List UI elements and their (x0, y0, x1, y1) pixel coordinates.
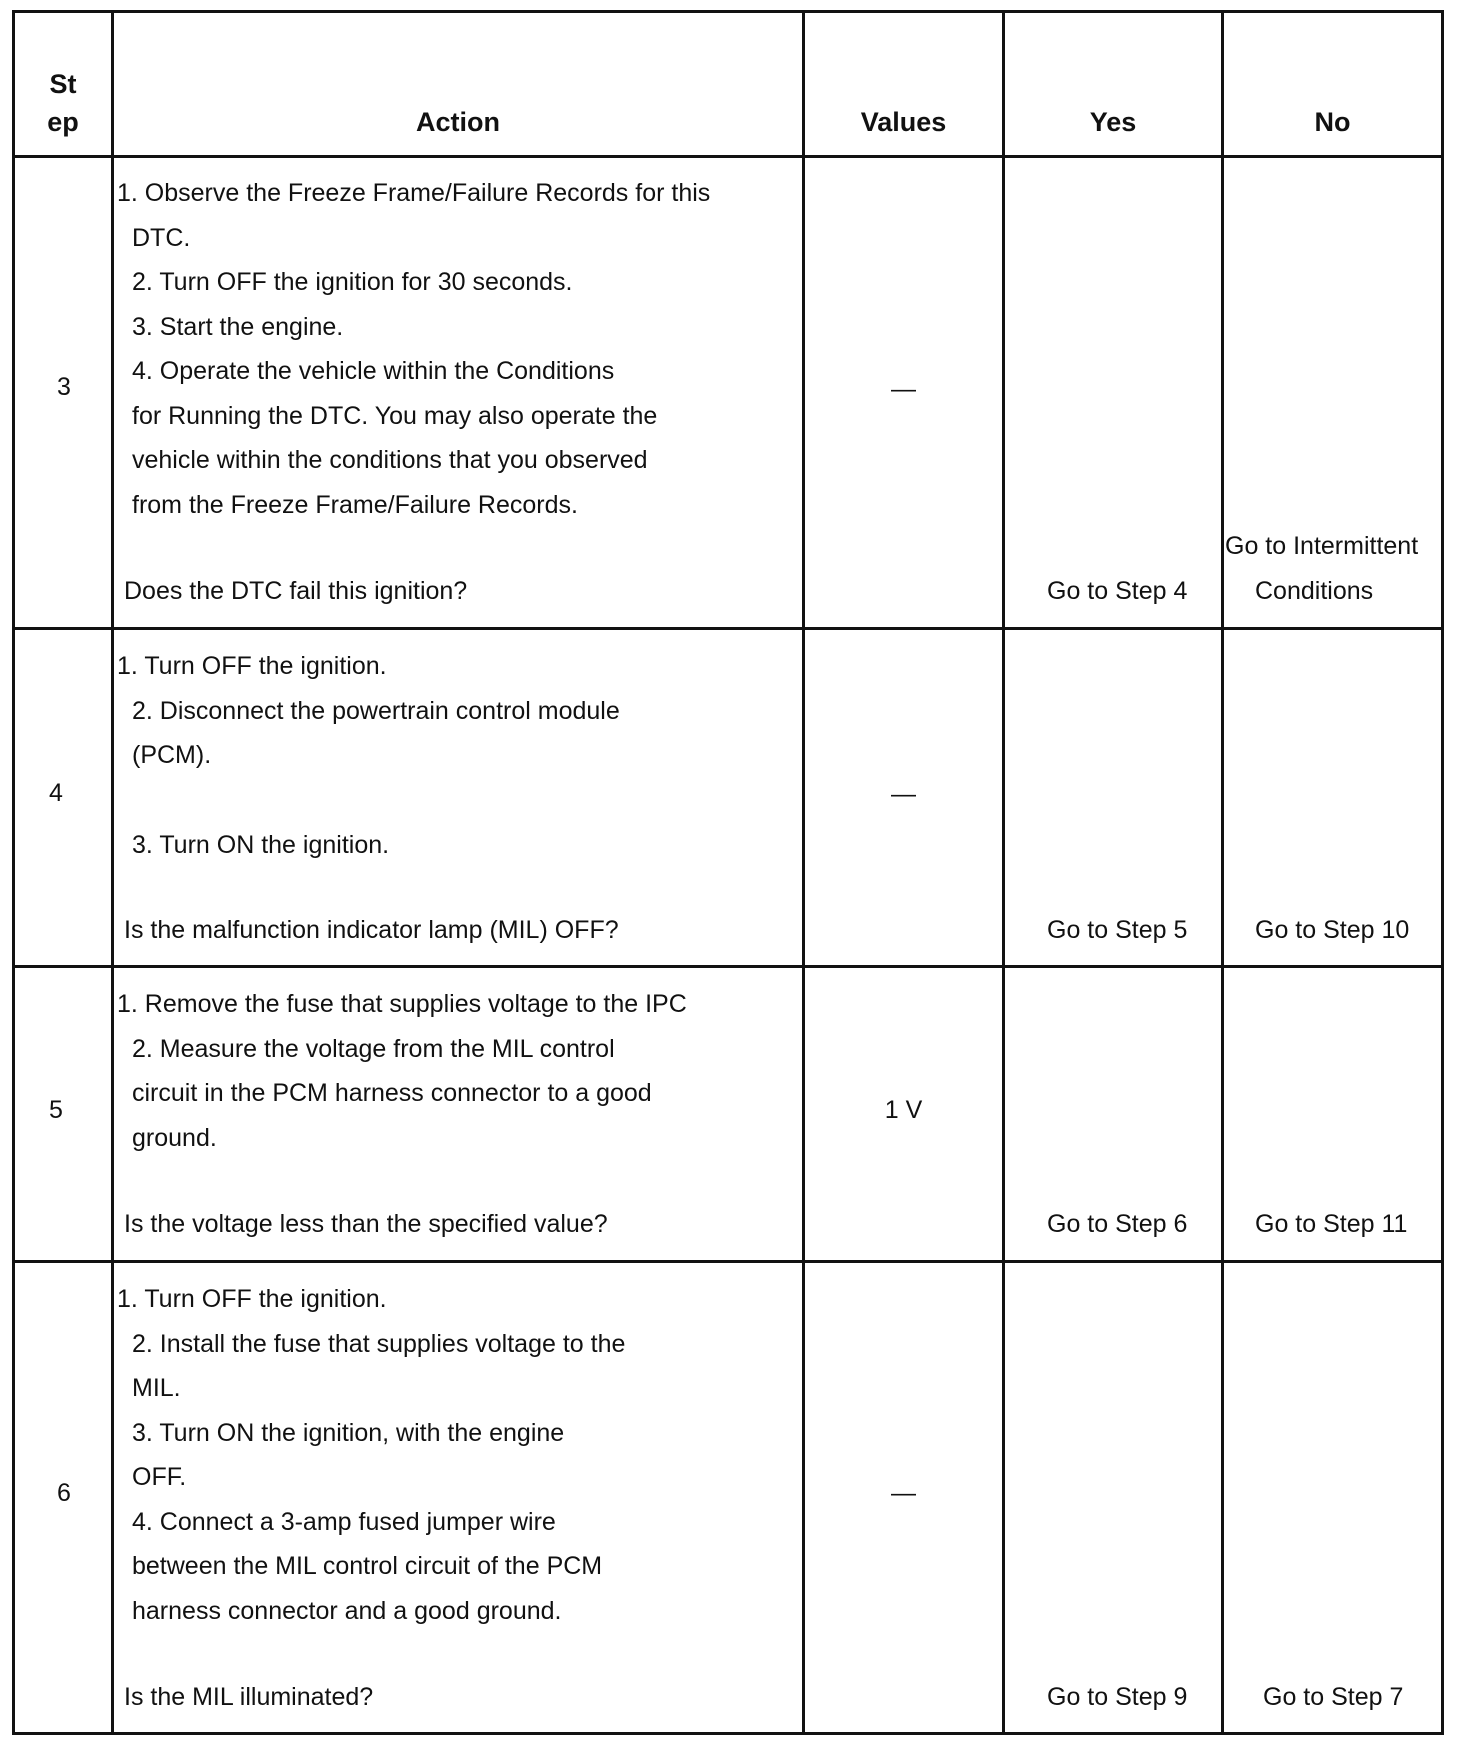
step-number: 5 (49, 1096, 63, 1124)
action-line: 1. Turn OFF the ignition. (117, 1285, 387, 1313)
header-step-line1: St (49, 69, 77, 99)
action-line: 4. Connect a 3-amp fused jumper wire (132, 1508, 556, 1536)
action-question: Is the voltage less than the specified value? (124, 1210, 608, 1238)
table-border-top (12, 10, 1444, 13)
step-number: 4 (49, 779, 63, 807)
header-action: Action (416, 107, 500, 137)
no-cell-line1: Go to Intermittent (1225, 532, 1419, 560)
action-line: circuit in the PCM harness connector to a good (132, 1079, 652, 1107)
action-line: 1. Turn OFF the ignition. (117, 652, 387, 680)
action-line: 2. Measure the voltage from the MIL control (132, 1035, 615, 1063)
action-question: Is the malfunction indicator lamp (MIL) OFF? (124, 916, 619, 944)
action-line: 2. Turn OFF the ignition for 30 seconds. (132, 268, 573, 296)
action-line: OFF. (132, 1463, 187, 1491)
action-line: 1. Observe the Freeze Frame/Failure Records for this (117, 179, 711, 207)
value-cell: — (891, 780, 916, 808)
table-border-bottom (12, 1732, 1444, 1735)
row-divider (12, 965, 1444, 968)
column-divider (1221, 10, 1224, 1735)
yes-cell: Go to Step 6 (1047, 1210, 1188, 1238)
table-border-left (12, 10, 15, 1735)
action-line: 3. Turn ON the ignition. (132, 831, 390, 859)
no-cell: Go to Step 11 (1255, 1210, 1408, 1238)
column-divider (1002, 10, 1005, 1735)
action-line: 2. Install the fuse that supplies voltage to the (132, 1330, 626, 1358)
action-line: 4. Operate the vehicle within the Conditions (132, 357, 615, 385)
action-question: Does the DTC fail this ignition? (124, 577, 468, 605)
action-line: 2. Disconnect the powertrain control module (132, 697, 620, 725)
action-line: 1. Remove the fuse that supplies voltage to the IPC (117, 990, 687, 1018)
action-line: harness connector and a good ground. (132, 1597, 562, 1625)
header-values: Values (860, 107, 947, 137)
action-line: DTC. (132, 224, 191, 252)
yes-cell: Go to Step 5 (1047, 916, 1188, 944)
table-border-right (1441, 10, 1444, 1735)
action-line: 3. Turn ON the ignition, with the engine (132, 1419, 565, 1447)
action-line: ground. (132, 1124, 217, 1152)
column-divider (111, 10, 114, 1735)
yes-cell: Go to Step 4 (1047, 577, 1188, 605)
no-cell-line2: Conditions (1255, 577, 1374, 605)
header-step-line2: ep (47, 107, 79, 137)
diagnostic-table (12, 10, 1444, 1735)
header-yes: Yes (1089, 107, 1137, 137)
action-question: Is the MIL illuminated? (124, 1683, 374, 1711)
value-cell: — (891, 375, 916, 403)
action-line: MIL. (132, 1374, 181, 1402)
action-line: (PCM). (132, 741, 212, 769)
no-cell: Go to Step 10 (1255, 916, 1410, 944)
header-no: No (1314, 107, 1351, 137)
header-divider (12, 155, 1444, 158)
action-line: vehicle within the conditions that you observed (132, 446, 648, 474)
action-line: between the MIL control circuit of the PCM (132, 1552, 603, 1580)
header-step (15, 65, 111, 141)
value-cell: 1 V (884, 1096, 923, 1124)
action-line: for Running the DTC. You may also operate the (132, 402, 658, 430)
action-line: from the Freeze Frame/Failure Records. (132, 491, 578, 519)
step-number: 3 (57, 373, 71, 401)
row-divider (12, 627, 1444, 630)
no-cell: Go to Step 7 (1263, 1683, 1404, 1711)
value-cell: — (891, 1479, 916, 1507)
row-divider (12, 1260, 1444, 1263)
yes-cell: Go to Step 9 (1047, 1683, 1188, 1711)
column-divider (802, 10, 805, 1735)
action-line: 3. Start the engine. (132, 313, 344, 341)
step-number: 6 (57, 1479, 71, 1507)
